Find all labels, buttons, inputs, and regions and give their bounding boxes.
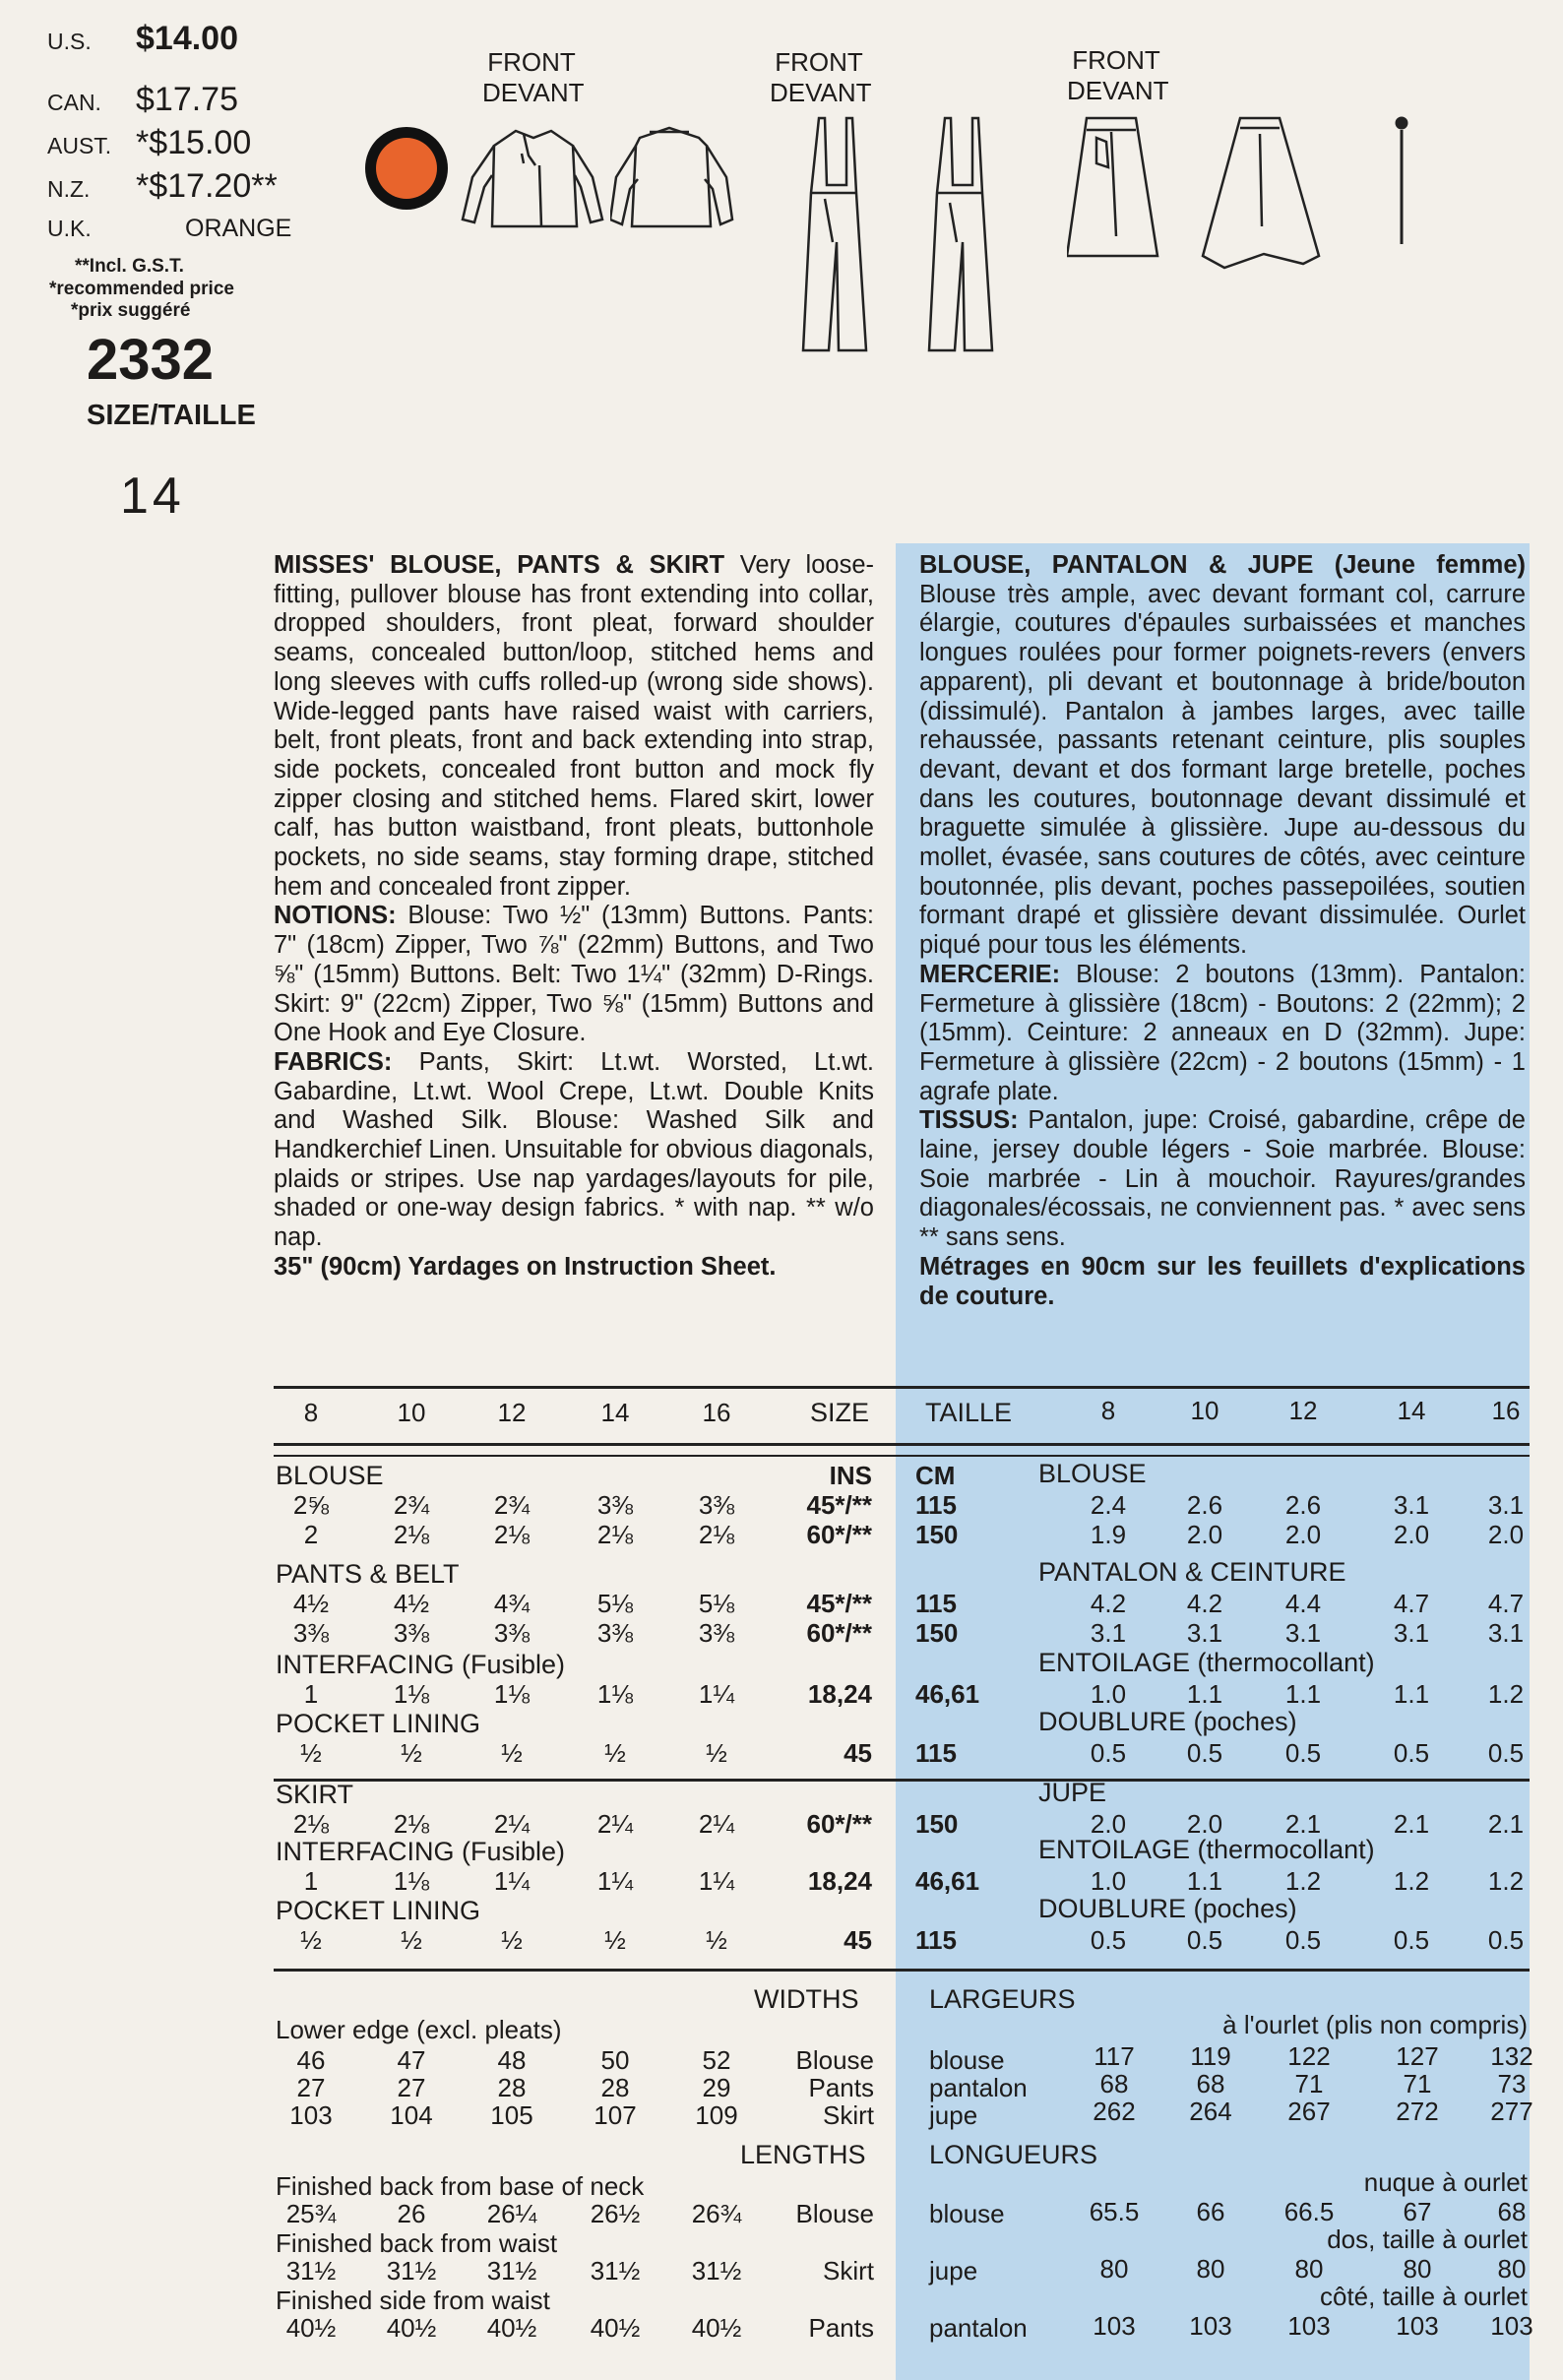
row-metric-value: 2.0 xyxy=(1186,1520,1223,1549)
length-metric-value: 68 xyxy=(1497,2197,1527,2226)
row-metric-value: 0.5 xyxy=(1393,1738,1430,1768)
length-metric-value: 65.5 xyxy=(1089,2197,1140,2226)
width-metric-value: 71 xyxy=(1294,2069,1324,2098)
width-label-en: Pants xyxy=(808,2073,874,2102)
width-label-fr: pantalon xyxy=(929,2073,1028,2102)
size-header-metric: 8 xyxy=(1100,1396,1116,1425)
row-metric-value: 2.0 xyxy=(1186,1809,1223,1839)
largeurs-header: LARGEURS xyxy=(929,1984,1076,2014)
width-metric-value: 264 xyxy=(1189,2097,1232,2126)
length-label-en: Blouse xyxy=(795,2199,874,2228)
length-metric-value: 103 xyxy=(1093,2311,1136,2341)
width-metric-value: 262 xyxy=(1093,2097,1136,2126)
note-recommended: *recommended price xyxy=(49,279,234,299)
row-metric-value: 0.5 xyxy=(1186,1925,1223,1955)
row-us-value: 3⅜ xyxy=(596,1618,634,1648)
width-us-value: 29 xyxy=(702,2073,731,2102)
row-label-fr: JUPE xyxy=(1038,1778,1107,1807)
price-us: U.S. $14.00 xyxy=(47,20,238,57)
row-metric-value: 3.1 xyxy=(1284,1618,1322,1648)
row-metric-value: 4.2 xyxy=(1186,1589,1223,1618)
pants-illustration xyxy=(768,114,1004,370)
row-label-fr: BLOUSE xyxy=(1038,1459,1147,1488)
row-us-value: 5⅛ xyxy=(596,1589,634,1618)
view-label-skirt: FRONT DEVANT xyxy=(1067,45,1169,105)
french-description: BLOUSE, PANTALON & JUPE (Jeune femme) Blouse très ample, avec devant formant col, carrure élargie, coutures d'épaules surbaissées et manches longues roulées pour former poignets-revers (envers apparent), pli devant et boutonnage à bride/bouton (dissimulé). Pantalon à jambes larges, avec taille rehaussée, passants retenant ceinture, plis souples devant, devant et dos formant large bretelle, poches dans les coutures, boutonnage devant dissimulé et braguette simulée à glissière. Jupe au-dessous du mollet, évasée, sans coutures de côtés, avec ceinture boutonnée, plis devant, poches passepoilées, soutien formant drapé et glissière devant dissimulée. Ourlet piqué pour tous les éléments. MERCERIE: Blouse: 2 boutons (13mm). Pantalon: Fermeture à glissière (18cm) - Boutons: 2 (22mm); 2 (15mm). Ceinture: 2 anneaux en D (32mm). Jupe: Fermeture à glissière (22cm) - 2 boutons (15mm) - 1 agrafe plate. TISSUS: Pantalon, jupe: Croisé, gabardine, crêpe de laine, jersey double légers - Soie marbrée. Blouse: Soie marbrée - Lin à mouchoir. Rayures/grandes diagonales/écossais, ne conviennent pas. * avec sens ** sans sens. Métrages en 90cm sur les feuillets d'explications de couture. xyxy=(919,551,1526,1310)
row-cm: 115 xyxy=(915,1589,957,1618)
row-metric-value: 1.0 xyxy=(1090,1679,1127,1709)
row-ins: 60*/** xyxy=(806,1520,872,1549)
row-metric-value: 3.1 xyxy=(1393,1490,1430,1520)
row-label-en: SKIRT xyxy=(276,1780,354,1809)
row-us-value: 2⅛ xyxy=(698,1520,735,1549)
row-metric-value: 1.2 xyxy=(1487,1679,1525,1709)
width-us-value: 48 xyxy=(497,2045,527,2075)
row-us-value: ½ xyxy=(604,1738,626,1768)
width-metric-value: 277 xyxy=(1490,2097,1533,2126)
row-metric-value: 0.5 xyxy=(1487,1738,1525,1768)
width-label-fr: jupe xyxy=(929,2100,978,2130)
width-metric-value: 132 xyxy=(1490,2041,1533,2071)
width-metric-value: 127 xyxy=(1396,2041,1439,2071)
row-label-en: PANTS & BELT xyxy=(276,1559,460,1589)
row-metric-value: 0.5 xyxy=(1090,1925,1127,1955)
row-us-value: 3⅜ xyxy=(698,1618,735,1648)
table-header-rule-2 xyxy=(274,1455,1530,1457)
row-ins: 60*/** xyxy=(806,1809,872,1839)
length-subheading-en: Finished back from base of neck xyxy=(276,2171,645,2201)
view-label-pants: FRONT DEVANT xyxy=(770,47,872,107)
width-us-value: 52 xyxy=(702,2045,731,2075)
length-us-value: 31½ xyxy=(285,2256,337,2286)
row-us-value: 1 xyxy=(303,1866,319,1896)
pattern-number: 2332 xyxy=(87,328,215,392)
length-label-fr: pantalon xyxy=(929,2313,1028,2343)
color-swatch xyxy=(362,124,451,213)
length-subheading-fr: dos, taille à ourlet xyxy=(1327,2224,1528,2254)
row-us-value: 2⅛ xyxy=(596,1520,634,1549)
size-label: SIZE/TAILLE xyxy=(87,400,256,431)
widths-header: WIDTHS xyxy=(754,1984,859,2014)
width-metric-value: 122 xyxy=(1287,2041,1331,2071)
blouse-back-illustration xyxy=(610,116,758,244)
row-us-value: 2⅛ xyxy=(292,1809,330,1839)
belt-illustration xyxy=(1388,114,1417,252)
length-us-value: 31½ xyxy=(590,2256,641,2286)
row-us-value: 1¼ xyxy=(698,1866,735,1896)
row-metric-value: 2.1 xyxy=(1393,1809,1430,1839)
row-cm: 115 xyxy=(915,1490,957,1520)
width-metric-value: 71 xyxy=(1403,2069,1432,2098)
length-subheading-fr: nuque à ourlet xyxy=(1363,2167,1528,2197)
row-metric-value: 2.4 xyxy=(1090,1490,1127,1520)
row-us-value: 2¼ xyxy=(493,1809,531,1839)
width-us-value: 46 xyxy=(296,2045,326,2075)
row-cm: 46,61 xyxy=(915,1866,980,1896)
longueurs-header: LONGUEURS xyxy=(929,2140,1098,2169)
row-us-value: 4¾ xyxy=(493,1589,531,1618)
row-us-value: 1¼ xyxy=(493,1866,531,1896)
length-metric-value: 80 xyxy=(1294,2254,1324,2284)
row-metric-value: 1.1 xyxy=(1186,1866,1223,1896)
row-metric-value: 1.0 xyxy=(1090,1866,1127,1896)
row-us-value: 3⅜ xyxy=(393,1618,430,1648)
row-metric-value: 3.1 xyxy=(1393,1618,1430,1648)
row-label-en: INTERFACING (Fusible) xyxy=(276,1837,566,1866)
length-metric-value: 80 xyxy=(1196,2254,1225,2284)
length-metric-value: 80 xyxy=(1099,2254,1129,2284)
width-label-en: Blouse xyxy=(795,2045,874,2075)
row-us-value: 3⅜ xyxy=(292,1618,330,1648)
note-prix: *prix suggéré xyxy=(71,300,191,321)
length-metric-value: 80 xyxy=(1497,2254,1527,2284)
row-us-value: 5⅛ xyxy=(698,1589,735,1618)
length-us-value: 40½ xyxy=(486,2313,537,2343)
note-gst: **Incl. G.S.T. xyxy=(75,256,184,277)
largeurs-subheading: à l'ourlet (plis non compris) xyxy=(1222,2010,1528,2039)
row-cm: 150 xyxy=(915,1520,959,1549)
row-metric-value: 3.1 xyxy=(1090,1618,1127,1648)
row-ins: 45*/** xyxy=(806,1490,872,1520)
width-metric-value: 267 xyxy=(1287,2097,1331,2126)
row-us-value: ½ xyxy=(401,1738,422,1768)
row-us-value: 2⅛ xyxy=(493,1520,531,1549)
width-us-value: 50 xyxy=(600,2045,630,2075)
row-metric-value: 0.5 xyxy=(1284,1925,1322,1955)
row-metric-value: 2.1 xyxy=(1487,1809,1525,1839)
row-us-value: 2¼ xyxy=(698,1809,735,1839)
row-metric-value: 2.0 xyxy=(1090,1809,1127,1839)
row-ins: INS xyxy=(829,1461,872,1490)
widths-subheading: Lower edge (excl. pleats) xyxy=(276,2015,562,2044)
row-metric-value: 1.2 xyxy=(1487,1866,1525,1896)
view-label-blouse: FRONT DEVANT xyxy=(482,47,585,107)
row-us-value: 1¼ xyxy=(698,1679,735,1709)
table-header-rule xyxy=(274,1443,1530,1446)
size-header-us: 12 xyxy=(497,1398,527,1427)
row-us-value: 1⅛ xyxy=(393,1866,430,1896)
width-metric-value: 68 xyxy=(1099,2069,1129,2098)
length-subheading-fr: côté, taille à ourlet xyxy=(1319,2282,1528,2311)
row-us-value: 1⅛ xyxy=(493,1679,531,1709)
row-ins: 45*/** xyxy=(806,1589,872,1618)
length-metric-value: 66 xyxy=(1196,2197,1225,2226)
row-us-value: ½ xyxy=(300,1925,322,1955)
taille-header-label: TAILLE xyxy=(925,1398,1013,1427)
price-aust: AUST. *$15.00 xyxy=(47,124,252,161)
length-metric-value: 66.5 xyxy=(1283,2197,1335,2226)
row-label-en: POCKET LINING xyxy=(276,1709,481,1738)
row-us-value: 2¾ xyxy=(393,1490,430,1520)
row-metric-value: 4.2 xyxy=(1090,1589,1127,1618)
row-ins: 45 xyxy=(844,1738,872,1768)
row-cm: 115 xyxy=(915,1925,957,1955)
width-us-value: 27 xyxy=(397,2073,426,2102)
row-metric-value: 4.7 xyxy=(1393,1589,1430,1618)
row-metric-value: 4.7 xyxy=(1487,1589,1525,1618)
row-us-value: 2⅝ xyxy=(292,1490,330,1520)
row-us-value: 1¼ xyxy=(596,1866,634,1896)
width-metric-value: 68 xyxy=(1196,2069,1225,2098)
row-label-en: INTERFACING (Fusible) xyxy=(276,1650,566,1679)
row-us-value: 3⅜ xyxy=(698,1490,735,1520)
length-us-value: 31½ xyxy=(486,2256,537,2286)
width-label-fr: blouse xyxy=(929,2045,1005,2075)
row-us-value: 1⅛ xyxy=(393,1679,430,1709)
size-value: 14 xyxy=(120,468,185,525)
length-metric-value: 80 xyxy=(1403,2254,1432,2284)
length-metric-value: 103 xyxy=(1490,2311,1533,2341)
row-us-value: 2⅛ xyxy=(393,1520,430,1549)
row-metric-value: 0.5 xyxy=(1186,1738,1223,1768)
width-metric-value: 272 xyxy=(1396,2097,1439,2126)
row-label-fr: ENTOILAGE (thermocollant) xyxy=(1038,1835,1375,1864)
size-header-metric: 14 xyxy=(1397,1396,1426,1425)
row-metric-value: 1.1 xyxy=(1393,1679,1430,1709)
width-us-value: 28 xyxy=(600,2073,630,2102)
row-us-value: 4½ xyxy=(292,1589,330,1618)
row-metric-value: 2.0 xyxy=(1284,1520,1322,1549)
row-label-fr: DOUBLURE (poches) xyxy=(1038,1707,1297,1736)
row-metric-value: 1.9 xyxy=(1090,1520,1127,1549)
row-label-en: BLOUSE xyxy=(276,1461,384,1490)
row-metric-value: 1.1 xyxy=(1284,1679,1322,1709)
size-header-us: 8 xyxy=(303,1398,319,1427)
row-metric-value: 3.1 xyxy=(1487,1490,1525,1520)
length-subheading-en: Finished side from waist xyxy=(276,2286,550,2315)
width-us-value: 27 xyxy=(296,2073,326,2102)
width-us-value: 47 xyxy=(397,2045,426,2075)
row-us-value: 3⅜ xyxy=(596,1490,634,1520)
row-metric-value: 3.1 xyxy=(1487,1618,1525,1648)
skirt-illustration xyxy=(1067,108,1402,276)
size-header-us: 14 xyxy=(600,1398,630,1427)
width-us-value: 109 xyxy=(695,2100,738,2130)
size-header-label: SIZE xyxy=(810,1398,870,1427)
size-header-metric: 16 xyxy=(1491,1396,1521,1425)
row-us-value: ½ xyxy=(604,1925,626,1955)
row-metric-value: 1.2 xyxy=(1393,1866,1430,1896)
row-us-value: 2¾ xyxy=(493,1490,531,1520)
row-label-fr: PANTALON & CEINTURE xyxy=(1038,1557,1346,1587)
row-metric-value: 3.1 xyxy=(1186,1618,1223,1648)
row-label-fr: DOUBLURE (poches) xyxy=(1038,1894,1297,1923)
table-top-rule xyxy=(274,1386,1530,1389)
row-label-en: POCKET LINING xyxy=(276,1896,481,1925)
size-header-us: 10 xyxy=(397,1398,426,1427)
row-cm: 150 xyxy=(915,1618,959,1648)
row-us-value: 3⅜ xyxy=(493,1618,531,1648)
row-ins: 45 xyxy=(844,1925,872,1955)
price-nz: N.Z. *$17.20** xyxy=(47,167,278,205)
row-us-value: 2¼ xyxy=(596,1809,634,1839)
row-metric-value: 0.5 xyxy=(1284,1738,1322,1768)
row-us-value: ½ xyxy=(501,1738,523,1768)
length-label-en: Skirt xyxy=(823,2256,874,2286)
width-label-en: Skirt xyxy=(823,2100,874,2130)
length-us-value: 40½ xyxy=(386,2313,437,2343)
length-us-value: 26¼ xyxy=(486,2199,537,2228)
width-us-value: 107 xyxy=(594,2100,637,2130)
size-header-us: 16 xyxy=(702,1398,731,1427)
length-us-value: 31½ xyxy=(386,2256,437,2286)
length-metric-value: 67 xyxy=(1403,2197,1432,2226)
length-us-value: 40½ xyxy=(691,2313,742,2343)
row-ins: 18,24 xyxy=(807,1679,872,1709)
length-subheading-en: Finished back from waist xyxy=(276,2228,558,2258)
row-label-fr: ENTOILAGE (thermocollant) xyxy=(1038,1648,1375,1677)
english-description: MISSES' BLOUSE, PANTS & SKIRT Very loose-fitting, pullover blouse has front extending into collar, dropped shoulders, front pleat, forward shoulder seams, concealed button/loop, stitched hems and long sleeves with cuffs rolled-up (wrong side shows). Wide-legged pants have raised waist with carriers, belt, front pleats, front and back extending into strap, side pockets, concealed front button and mock fly zipper closing and stitched hems. Flared skirt, lower calf, has button waistband, front pleats, buttonhole pockets, no side seams, stay forming drape, stitched hem and concealed front zipper. NOTIONS: Blouse: Two ½" (13mm) Buttons. Pants: 7" (18cm) Zipper, Two ⅞" (22mm) Buttons, and Two ⅝" (15mm) Buttons. Belt: Two 1¼" (32mm) D-Rings. Skirt: 9" (22cm) Zipper, Two ⅝" (15mm) Buttons and One Hook and Eye Closure. FABRICS: Pants, Skirt: Lt.wt. Worsted, Lt.wt. Gabardine, Lt.wt. Wool Crepe, Lt.wt. Double Knits and Washed Silk. Blouse: Washed Silk and Handkerchief Linen. Unsuitable for obvious diagonals, plaids or stripes. Use nap yardages/layouts for pile, shaded or one-way design fabrics. * with nap. ** w/o nap. 35" (90cm) Yardages on Instruction Sheet. xyxy=(274,551,874,1281)
length-us-value: 31½ xyxy=(691,2256,742,2286)
row-cm: 46,61 xyxy=(915,1679,980,1709)
length-label-fr: blouse xyxy=(929,2199,1005,2228)
length-metric-value: 103 xyxy=(1287,2311,1331,2341)
row-metric-value: 2.0 xyxy=(1487,1520,1525,1549)
width-us-value: 28 xyxy=(497,2073,527,2102)
row-us-value: 4½ xyxy=(393,1589,430,1618)
length-label-en: Pants xyxy=(808,2313,874,2343)
row-cm: 150 xyxy=(915,1809,959,1839)
width-us-value: 105 xyxy=(490,2100,533,2130)
row-cm: 115 xyxy=(915,1738,957,1768)
row-ins: 18,24 xyxy=(807,1866,872,1896)
width-metric-value: 73 xyxy=(1497,2069,1527,2098)
price-can: CAN. $17.75 xyxy=(47,81,238,118)
length-us-value: 26 xyxy=(397,2199,426,2228)
row-metric-value: 2.1 xyxy=(1284,1809,1322,1839)
table-widths-rule xyxy=(274,1969,1530,1972)
length-us-value: 40½ xyxy=(590,2313,641,2343)
length-us-value: 26½ xyxy=(590,2199,641,2228)
length-us-value: 26¾ xyxy=(691,2199,742,2228)
row-us-value: ½ xyxy=(706,1925,727,1955)
width-us-value: 103 xyxy=(289,2100,333,2130)
width-metric-value: 119 xyxy=(1190,2041,1231,2071)
price-uk: U.K. ORANGE xyxy=(47,215,292,242)
table-yardage-rule xyxy=(274,1779,1530,1782)
row-metric-value: 2.0 xyxy=(1393,1520,1430,1549)
row-us-value: ½ xyxy=(401,1925,422,1955)
row-us-value: ½ xyxy=(706,1738,727,1768)
width-us-value: 104 xyxy=(390,2100,433,2130)
row-us-value: 1⅛ xyxy=(596,1679,634,1709)
row-us-value: 2 xyxy=(303,1520,319,1549)
row-us-value: ½ xyxy=(300,1738,322,1768)
size-header-metric: 10 xyxy=(1190,1396,1219,1425)
row-ins: 60*/** xyxy=(806,1618,872,1648)
length-us-value: 25¾ xyxy=(285,2199,337,2228)
row-metric-value: 2.6 xyxy=(1284,1490,1322,1520)
length-metric-value: 103 xyxy=(1189,2311,1232,2341)
length-metric-value: 103 xyxy=(1396,2311,1439,2341)
row-us-value: 1 xyxy=(303,1679,319,1709)
row-us-value: ½ xyxy=(501,1925,523,1955)
row-metric-value: 4.4 xyxy=(1284,1589,1322,1618)
row-metric-value: 0.5 xyxy=(1487,1925,1525,1955)
size-header-metric: 12 xyxy=(1288,1396,1318,1425)
row-metric-value: 1.1 xyxy=(1186,1679,1223,1709)
lengths-header: LENGTHS xyxy=(740,2140,866,2169)
row-metric-value: 1.2 xyxy=(1284,1866,1322,1896)
row-cm: CM xyxy=(915,1461,956,1490)
row-metric-value: 0.5 xyxy=(1090,1738,1127,1768)
length-label-fr: jupe xyxy=(929,2256,978,2286)
width-metric-value: 117 xyxy=(1094,2041,1135,2071)
row-metric-value: 0.5 xyxy=(1393,1925,1430,1955)
row-us-value: 2⅛ xyxy=(393,1809,430,1839)
row-metric-value: 2.6 xyxy=(1186,1490,1223,1520)
length-us-value: 40½ xyxy=(285,2313,337,2343)
